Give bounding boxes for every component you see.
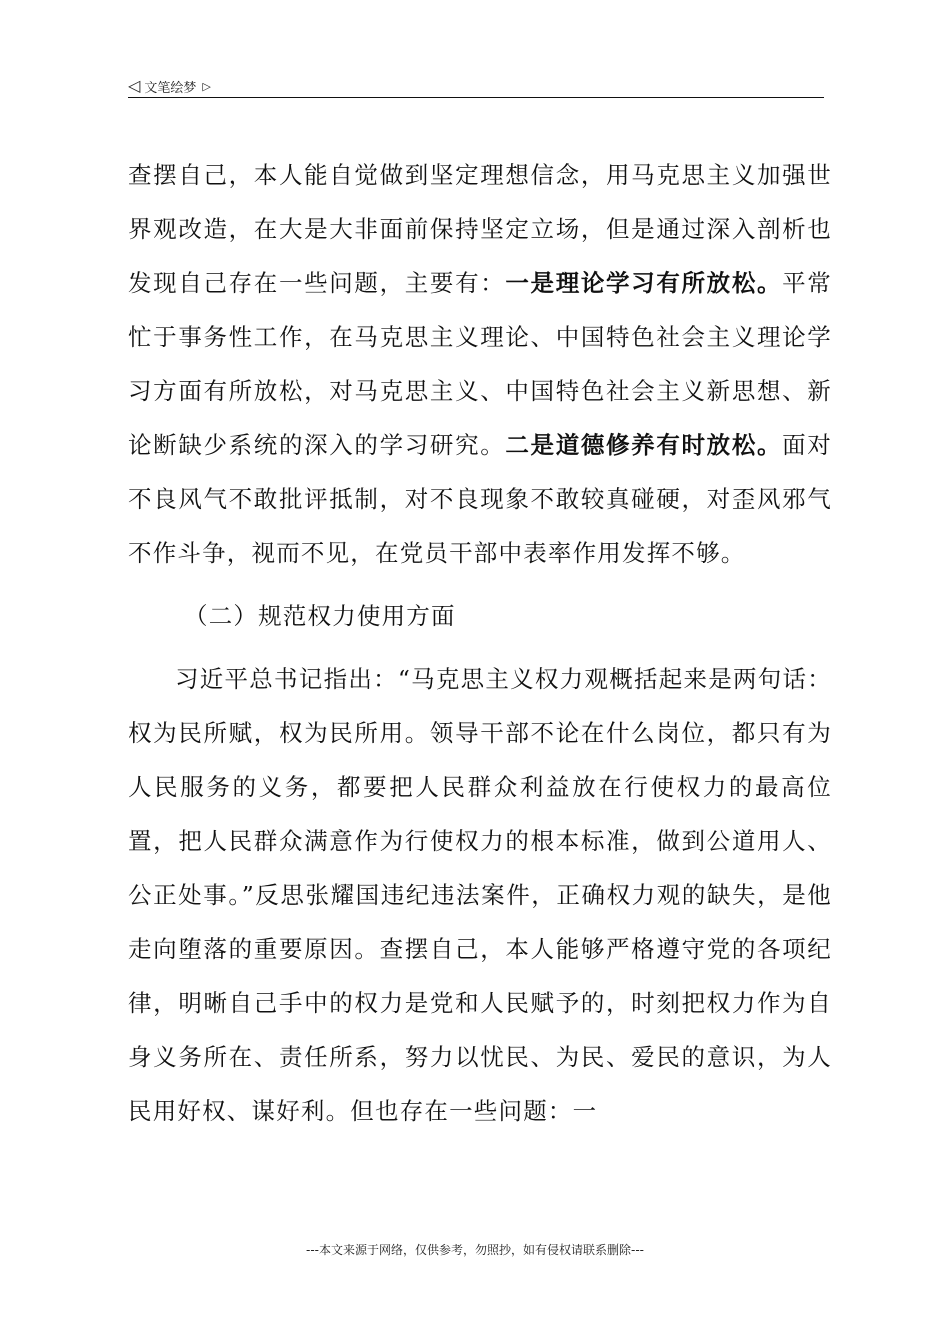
paragraph-1-text-b: 平常忙于事务性工作，在马克思主义理论、中国特色社会主义理论学习方面有所放松，对马克思主义、中国特色社会主义新思想、新论断缺少系统的深入的学习研究。 (128, 269, 832, 459)
header-title: 文笔绘梦 (144, 80, 197, 96)
paragraph-1-bold-point-1: 一是理论学习有所放松。 (505, 269, 783, 297)
header-rule (128, 97, 824, 98)
paragraph-1-bold-point-2: 二是道德修养有时放松。 (505, 431, 783, 459)
paragraph-1-text-c: 面对不良风气不敢批评抵制，对不良现象不敢较真碰硬，对歪风邪气不作斗争，视而不见，在党员干部中表率作用发挥不够。 (128, 431, 832, 567)
paragraph-1 (128, 148, 832, 580)
triangle-left-icon: ◁ (128, 76, 141, 95)
page-header (128, 74, 824, 98)
section-heading: （二）规范权力使用方面 (184, 602, 456, 630)
triangle-right-icon: ▷ (202, 79, 211, 93)
body-text (128, 148, 832, 1138)
page-footer: ---本文来源于网络，仅供参考，勿照抄，如有侵权请联系删除--- (306, 1243, 644, 1257)
paragraph-1-text-a: 查摆自己，本人能自觉做到坚定理想信念，用马克思主义加强世界观改造，在大是大非面前保持坚定立场，但是通过深入剖析也发现自己存在一些问题，主要有： (128, 161, 832, 297)
paragraph-2: 习近平总书记指出：“马克思主义权力观概括起来是两句话：权为民所赋，权为民所用。领导干部不论在什么岗位，都只有为人民服务的义务，都要把人民群众利益放在行使权力的最高位置，把人民群众满意作为行使权力的根本标准，做到公道用人、公正处事。”反思张耀国违纪违法案件，正确权力观的缺失，是他走向堕落的重要原因。查摆自己，本人能够严格遵守党的各项纪律，明晰自己手中的权力是党和人民赋予的，时刻把权力作为自身义务所在、责任所系，努力以忧民、为民、爱民的意识，为人民用好权、谋好利。但也存在一些问题：一 (128, 665, 832, 1125)
